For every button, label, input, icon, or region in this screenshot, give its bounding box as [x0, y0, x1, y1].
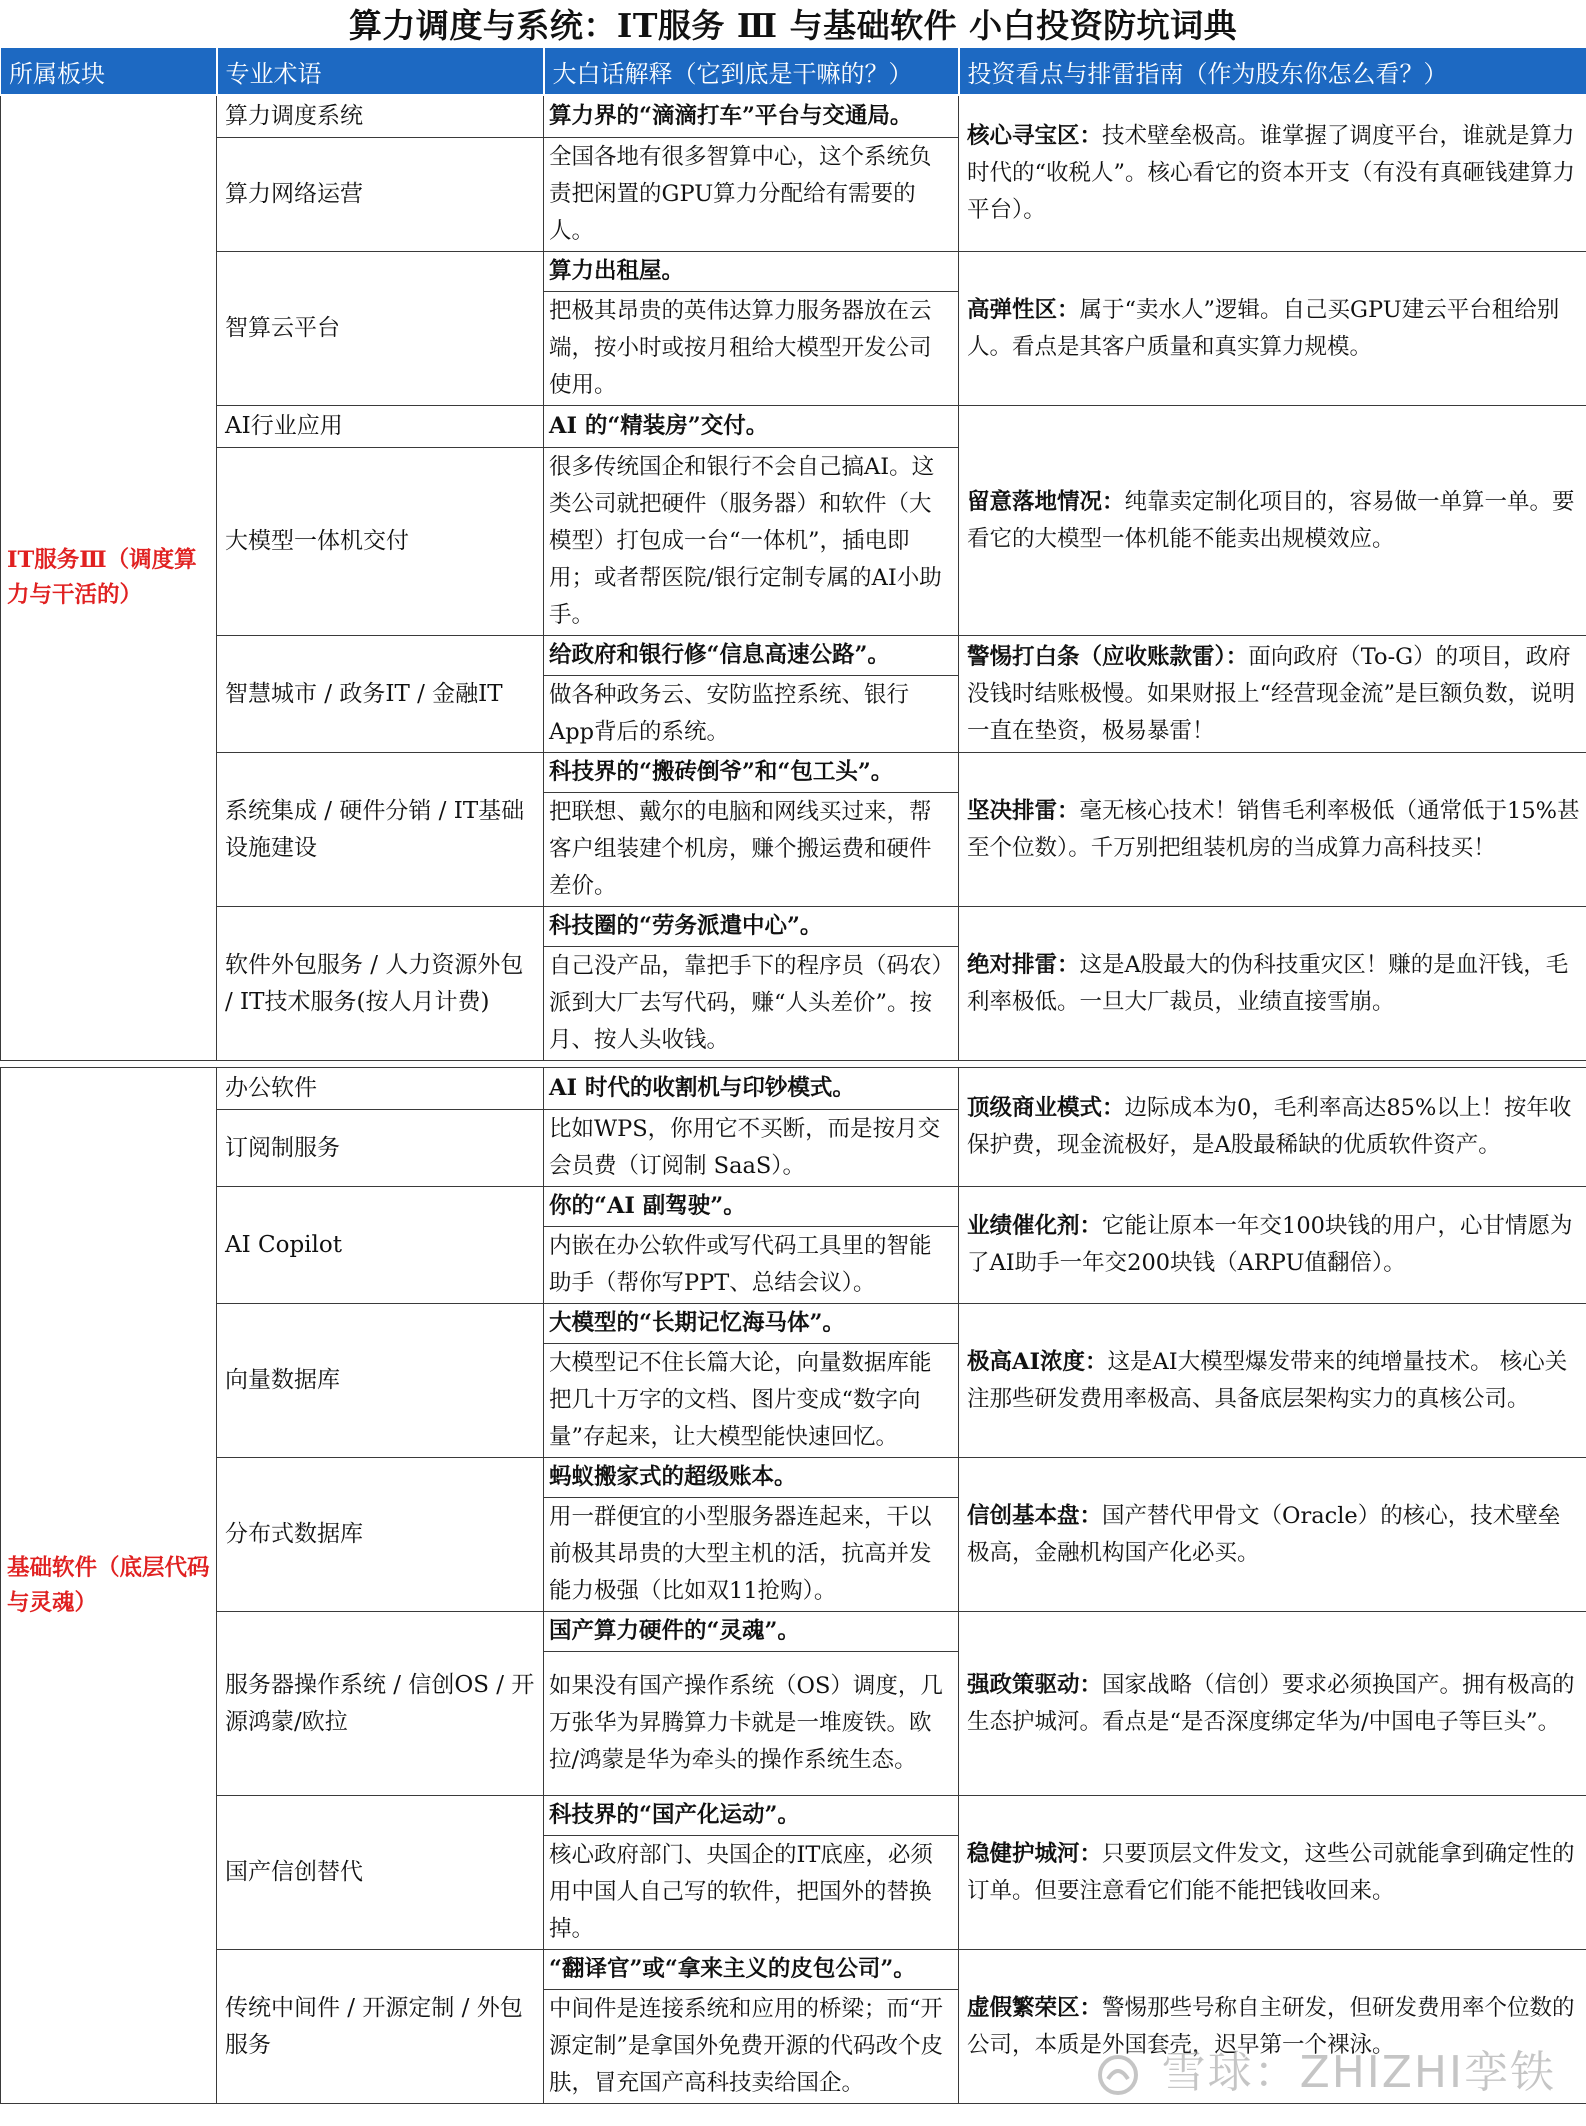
invest-cell: [959, 636, 1586, 753]
invest-cell: [959, 1458, 1586, 1612]
explain-cell: 把联想、戴尔的电脑和网线买过来，帮客户组装建个机房，赚个搬运费和硬件差价。: [544, 793, 959, 907]
invest-cell: [959, 1796, 1586, 1950]
term-cell: 国产信创替代: [217, 1796, 544, 1950]
invest-text: 只要顶层文件发文，这些公司就能拿到确定性的订单。但要注意看它们能不能把钱收回来。: [967, 1840, 1575, 1904]
explain-cell: 比如WPS，你用它不买断，而是按月交会员费（订阅制 SaaS）。: [544, 1110, 959, 1187]
explain-cell: 大模型记不住长篇大论，向量数据库能把几十万字的文档、图片变成“数字向量”存起来，让大模型能快速回忆。: [544, 1344, 959, 1458]
invest-text: 这是AI大模型爆发带来的纯增量技术。 核心关注那些研发费用率极高、具备底层架构实力的真核公司。: [967, 1348, 1568, 1412]
glossary-table: [0, 46, 1586, 1061]
explain-headline: 给政府和银行修“信息高速公路”。: [544, 636, 959, 676]
explain-cell: 很多传统国企和银行不会自己搞AI。这类公司就把硬件（服务器）和软件（大模型）打包成一台“一体机”，插电即用；或者帮医院/银行定制专属的AI小助手。: [544, 448, 959, 636]
invest-text: 边际成本为0，毛利率高达85%以上！按年收保护费，现金流极好，是A股最稀缺的优质软件资产。: [967, 1095, 1572, 1158]
table-row: [1, 636, 1586, 676]
explain-headline: 算力出租屋。: [544, 252, 959, 292]
term-cell: 订阅制服务: [217, 1110, 544, 1187]
invest-label: 留意落地情况：: [967, 488, 1125, 515]
explain-cell: 内嵌在办公软件或写代码工具里的智能助手（帮你写PPT、总结会议）。: [544, 1227, 959, 1304]
invest-text: 警惕那些号称自主研发，但研发费用率个位数的公司，本质是外国套壳，迟早第一个裸泳。: [967, 1994, 1575, 2058]
invest-cell: [959, 1187, 1586, 1304]
table-row: [1, 95, 1586, 138]
invest-cell: [959, 907, 1586, 1061]
invest-label: 极高AI浓度：: [967, 1348, 1108, 1375]
term-cell: 算力调度系统: [217, 95, 544, 138]
table-row: [1, 406, 1586, 448]
explain-cell: 用一群便宜的小型服务器连起来，干以前极其昂贵的大型主机的活，抗高并发能力极强（比如双11抢购）。: [544, 1498, 959, 1612]
header-row: [1, 47, 1586, 95]
term-cell: 传统中间件 / 开源定制 / 外包服务: [217, 1950, 544, 2104]
header-sector: 所属板块: [1, 47, 217, 95]
invest-cell: [959, 1304, 1586, 1458]
table-row: [1, 1304, 1586, 1344]
explain-headline: AI 时代的收割机与印钞模式。: [544, 1068, 959, 1110]
invest-cell: [959, 753, 1586, 907]
invest-text: 技术壁垒极高。谁掌握了调度平台，谁就是算力时代的“收税人”。核心看它的资本开支（有没有真砸钱建算力平台）。: [967, 123, 1576, 223]
table-row: [1, 252, 1586, 292]
invest-label: 坚决排雷：: [967, 797, 1080, 824]
invest-cell: [959, 95, 1586, 252]
explain-headline: 科技界的“国产化运动”。: [544, 1796, 959, 1836]
invest-label: 稳健护城河：: [967, 1840, 1103, 1867]
invest-cell: [959, 252, 1586, 406]
table-row: [1, 1458, 1586, 1498]
explain-cell: 自己没产品，靠把手下的程序员（码农）派到大厂去写代码，赚“人头差价”。按月、按人头收钱。: [544, 947, 959, 1061]
explain-cell: 算力界的“滴滴打车”平台与交通局。: [544, 95, 959, 138]
invest-label: 警惕打白条（应收账款雷）：: [967, 643, 1249, 670]
term-cell: 分布式数据库: [217, 1458, 544, 1612]
invest-cell: [959, 1068, 1586, 1187]
explain-headline: 蚂蚁搬家式的超级账本。: [544, 1458, 959, 1498]
invest-text: 国产替代甲骨文（Oracle）的核心，技术壁垒极高，金融机构国产化必买。: [967, 1502, 1561, 1566]
explain-cell: 做各种政务云、安防监控系统、银行App背后的系统。: [544, 676, 959, 753]
term-cell: 软件外包服务 / 人力资源外包 / IT技术服务(按人月计费): [217, 907, 544, 1061]
page-title: 算力调度与系统：IT服务 Ⅲ 与基础软件 小白投资防坑词典: [0, 0, 1586, 47]
invest-text: 这是A股最大的伪科技重灾区！赚的是血汗钱，毛利率极低。一旦大厂裁员，业绩直接雪崩。: [967, 951, 1569, 1015]
sector-it-services: IT服务Ⅲ（调度算力与干活的）: [1, 95, 217, 1061]
watermark: [1096, 2036, 1556, 2100]
invest-cell: [959, 1612, 1586, 1796]
explain-headline: 国产算力硬件的“灵魂”。: [544, 1612, 959, 1652]
invest-label: 核心寻宝区：: [967, 123, 1103, 149]
invest-cell: [959, 406, 1586, 636]
term-cell: AI行业应用: [217, 406, 544, 448]
invest-label: 虚假繁荣区：: [967, 1994, 1103, 2021]
explain-cell: 如果没有国产操作系统（OS）调度，几万张华为昇腾算力卡就是一堆废铁。欧拉/鸿蒙是华为牵头的操作系统生态。: [544, 1652, 959, 1796]
explain-headline: 大模型的“长期记忆海马体”。: [544, 1304, 959, 1344]
invest-text: 纯靠卖定制化项目的，容易做一单算一单。要看它的大模型一体机能不能卖出规模效应。: [967, 488, 1575, 552]
term-cell: 算力网络运营: [217, 138, 544, 252]
header-invest: 投资看点与排雷指南（作为股东你怎么看？）: [959, 47, 1586, 95]
invest-text: 国家战略（信创）要求必须换国产。拥有极高的生态护城河。看点是“是否深度绑定华为/中国电子等巨头”。: [967, 1671, 1575, 1735]
invest-label: 顶级商业模式：: [967, 1095, 1125, 1121]
table-row: [1, 1612, 1586, 1652]
table-row: [1, 1796, 1586, 1836]
invest-label: 绝对排雷：: [967, 951, 1080, 978]
invest-label: 强政策驱动：: [967, 1671, 1103, 1698]
term-cell: 智慧城市 / 政务IT / 金融IT: [217, 636, 544, 753]
table-row: [1, 1950, 1586, 1990]
invest-label: 高弹性区：: [967, 296, 1080, 323]
explain-cell: 中间件是连接系统和应用的桥梁；而“开源定制”是拿国外免费开源的代码改个皮肤，冒充国产高科技卖给国企。: [544, 1990, 959, 2104]
table-row: [1, 753, 1586, 793]
invest-text: 它能让原本一年交100块钱的用户，心甘情愿为了AI助手一年交200块钱（ARPU值翻倍）。: [967, 1213, 1573, 1276]
term-cell: AI Copilot: [217, 1187, 544, 1304]
explain-cell: 核心政府部门、央国企的IT底座，必须用中国人自己写的软件，把国外的替换掉。: [544, 1836, 959, 1950]
explain-headline: 科技界的“搬砖倒爷”和“包工头”。: [544, 753, 959, 793]
table-row: [1, 1187, 1586, 1227]
invest-text: 属于“卖水人”逻辑。自己买GPU建云平台租给别人。看点是其客户质量和真实算力规模。: [967, 296, 1560, 360]
term-cell: 向量数据库: [217, 1304, 544, 1458]
explain-headline: 科技圈的“劳务派遣中心”。: [544, 907, 959, 947]
sector-base-software: 基础软件（底层代码与灵魂）: [1, 1068, 217, 2104]
term-cell: 智算云平台: [217, 252, 544, 406]
snowball-logo-icon: [1096, 2053, 1140, 2097]
explain-cell: 把极其昂贵的英伟达算力服务器放在云端，按小时或按月租给大模型开发公司使用。: [544, 292, 959, 406]
explain-headline: “翻译官”或“拿来主义的皮包公司”。: [544, 1950, 959, 1990]
term-cell: 大模型一体机交付: [217, 448, 544, 636]
header-explain: 大白话解释（它到底是干嘛的？）: [544, 47, 959, 95]
table-row: [1, 1068, 1586, 1110]
header-term: 专业术语: [217, 47, 544, 95]
explain-headline: AI 的“精装房”交付。: [544, 406, 959, 448]
glossary-table-part2: [0, 1067, 1586, 2104]
term-cell: 办公软件: [217, 1068, 544, 1110]
invest-text: 毫无核心技术！销售毛利率极低（通常低于15%甚至个位数）。千万别把组装机房的当成算力高科技买！: [967, 797, 1580, 861]
invest-text: 面向政府（To-G）的项目，政府没钱时结账极慢。如果财报上“经营现金流”是巨额负数，说明一直在垫资，极易暴雷！: [967, 643, 1576, 744]
explain-cell: 全国各地有很多智算中心，这个系统负责把闲置的GPU算力分配给有需要的人。: [544, 138, 959, 252]
term-cell: 系统集成 / 硬件分销 / IT基础设施建设: [217, 753, 544, 907]
term-cell: 服务器操作系统 / 信创OS / 开源鸿蒙/欧拉: [217, 1612, 544, 1796]
explain-headline: 你的“AI 副驾驶”。: [544, 1187, 959, 1227]
table-row: [1, 907, 1586, 947]
invest-label: 信创基本盘：: [967, 1502, 1103, 1529]
invest-label: 业绩催化剂：: [967, 1213, 1103, 1239]
watermark-text: 雪球：ZHIZHI孪铁: [1161, 2047, 1556, 2098]
